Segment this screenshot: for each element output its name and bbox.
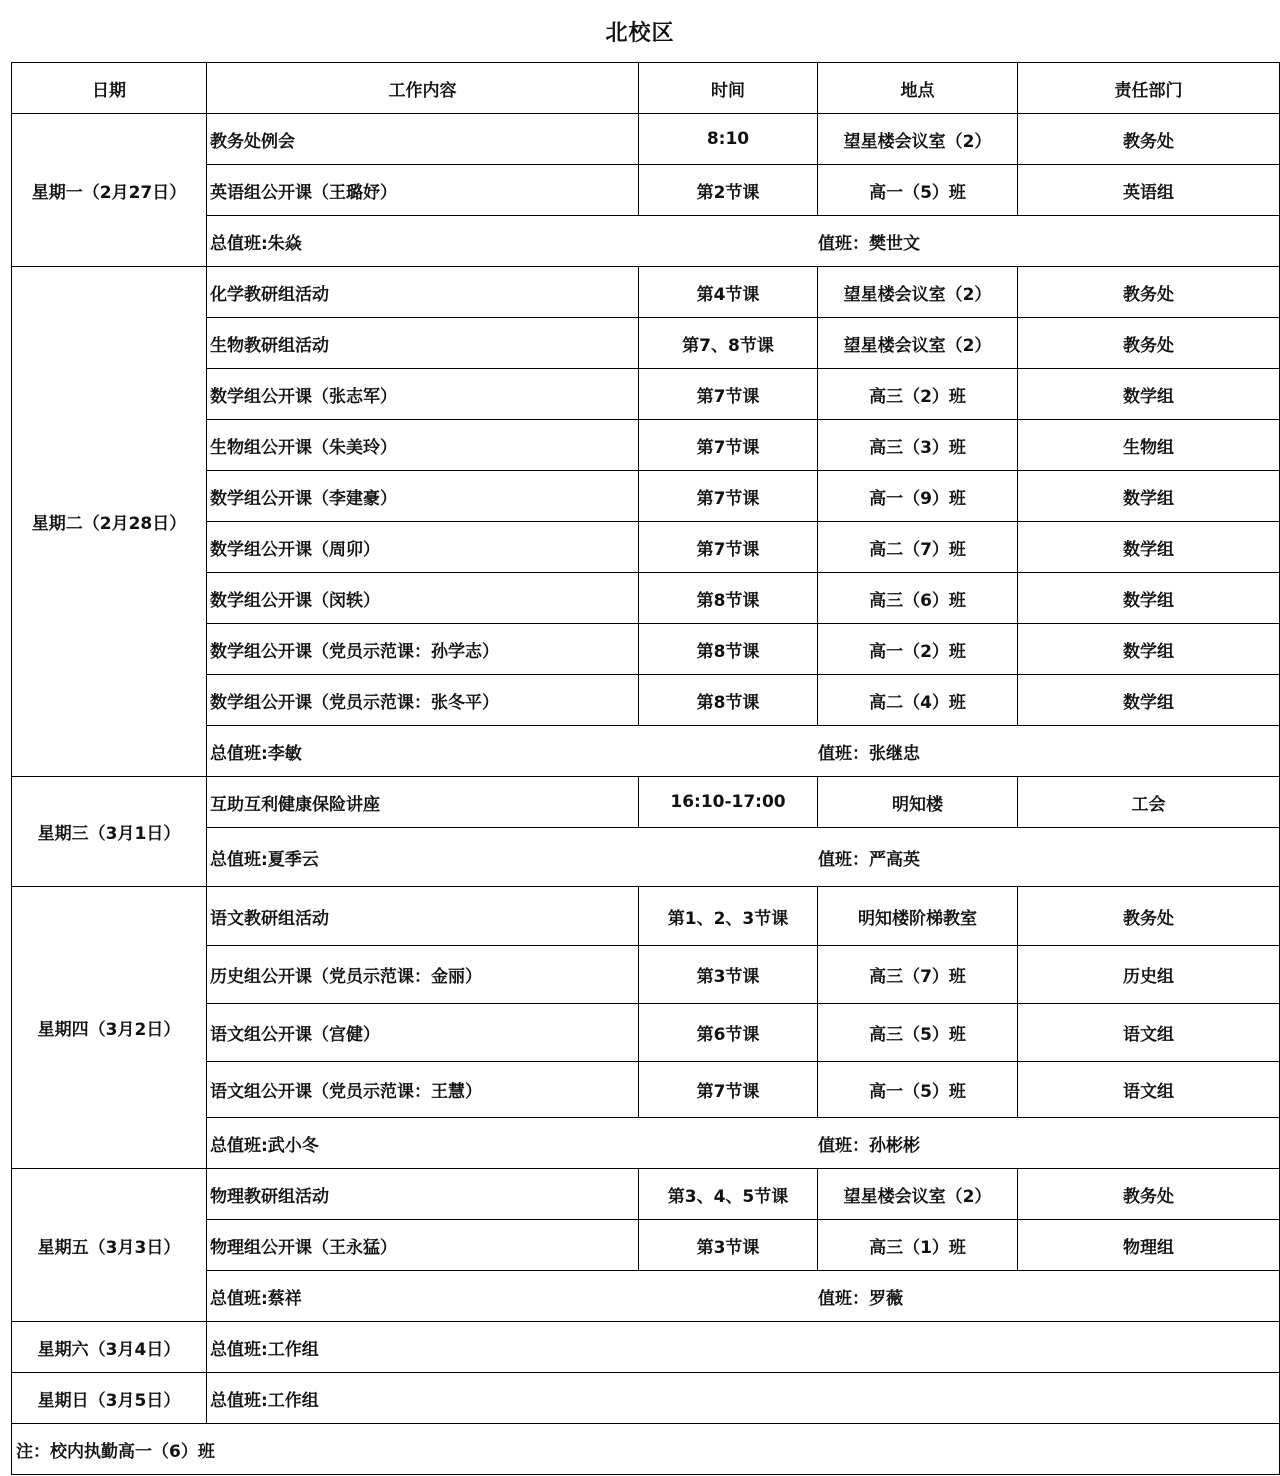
event-dept: 教务处: [1018, 318, 1280, 369]
event-place: 明知楼: [818, 777, 1018, 828]
event-content: 生物组公开课（朱美玲）: [207, 420, 639, 471]
day-cell: 星期日（3月5日）: [12, 1373, 207, 1424]
table-row: [12, 1322, 1280, 1373]
note-text: 注：校内执勤高一（6）班: [12, 1424, 1280, 1475]
event-place: 高三（6）班: [818, 573, 1018, 624]
general-duty: 总值班:蔡祥: [210, 1288, 302, 1309]
event-time: 第8节课: [639, 624, 818, 675]
event-time: 第7节课: [639, 1062, 818, 1118]
event-time: 16:10-17:00: [639, 777, 818, 828]
event-time: 8:10: [639, 114, 818, 165]
event-place: 明知楼阶梯教室: [818, 887, 1018, 946]
general-duty: 总值班:夏季云: [210, 849, 319, 870]
event-dept: 教务处: [1018, 1169, 1280, 1220]
table-row: [12, 1373, 1280, 1424]
general-duty: 总值班:李敏: [210, 743, 302, 764]
event-dept: 教务处: [1018, 114, 1280, 165]
event-time: 第2节课: [639, 165, 818, 216]
event-time: 第7节课: [639, 420, 818, 471]
header-time: 时间: [639, 63, 818, 114]
event-time: 第7节课: [639, 522, 818, 573]
event-place: 高三（1）班: [818, 1220, 1018, 1271]
duty-staff: 值班：张继忠: [818, 743, 920, 764]
event-time: 第7、8节课: [639, 318, 818, 369]
event-place: 望星楼会议室（2）: [818, 114, 1018, 165]
event-time: 第4节课: [639, 267, 818, 318]
day-cell: 星期六（3月4日）: [12, 1322, 207, 1373]
event-place: 高三（7）班: [818, 946, 1018, 1004]
schedule-table: [11, 62, 1280, 1475]
header-row: [12, 63, 1280, 114]
duty-cell: [207, 726, 1280, 777]
event-dept: 语文组: [1018, 1004, 1280, 1062]
event-place: 望星楼会议室（2）: [818, 267, 1018, 318]
event-content: 互助互利健康保险讲座: [207, 777, 639, 828]
duty-cell: [207, 216, 1280, 267]
day-cell: 星期五（3月3日）: [12, 1169, 207, 1322]
header-content: 工作内容: [207, 63, 639, 114]
event-content: 数学组公开课（闵轶）: [207, 573, 639, 624]
duty-staff: 值班：罗薇: [818, 1288, 903, 1309]
note-row: [12, 1424, 1280, 1475]
event-place: 高二（7）班: [818, 522, 1018, 573]
event-time: 第6节课: [639, 1004, 818, 1062]
general-duty: 总值班:武小冬: [210, 1135, 319, 1156]
event-time: 第3节课: [639, 1220, 818, 1271]
event-content: 教务处例会: [207, 114, 639, 165]
event-dept: 数学组: [1018, 471, 1280, 522]
header-place: 地点: [818, 63, 1018, 114]
event-time: 第7节课: [639, 471, 818, 522]
day-cell: 星期四（3月2日）: [12, 887, 207, 1169]
event-content: 数学组公开课（张志军）: [207, 369, 639, 420]
event-content: 语文组公开课（宫健）: [207, 1004, 639, 1062]
event-content: 语文组公开课（党员示范课：王慧）: [207, 1062, 639, 1118]
duty-cell: [207, 1118, 1280, 1169]
event-dept: 数学组: [1018, 369, 1280, 420]
event-content: 数学组公开课（党员示范课：孙学志）: [207, 624, 639, 675]
event-content: 化学教研组活动: [207, 267, 639, 318]
table-row: [12, 887, 1280, 946]
event-dept: 工会: [1018, 777, 1280, 828]
event-place: 高一（9）班: [818, 471, 1018, 522]
event-content: 物理组公开课（王永猛）: [207, 1220, 639, 1271]
general-duty: 总值班:工作组: [207, 1373, 1280, 1424]
table-row: [12, 267, 1280, 318]
table-row: [12, 1169, 1280, 1220]
general-duty: 总值班:朱焱: [210, 233, 302, 254]
page-title: 北校区: [605, 21, 675, 46]
table-row: [12, 777, 1280, 828]
event-place: 高一（2）班: [818, 624, 1018, 675]
event-time: 第3、4、5节课: [639, 1169, 818, 1220]
event-place: 望星楼会议室（2）: [818, 1169, 1018, 1220]
event-dept: 教务处: [1018, 267, 1280, 318]
event-time: 第8节课: [639, 675, 818, 726]
event-content: 数学组公开课（李建豪）: [207, 471, 639, 522]
event-content: 数学组公开课（党员示范课：张冬平）: [207, 675, 639, 726]
duty-staff: 值班：孙彬彬: [818, 1135, 920, 1156]
duty-staff: 值班：严高英: [818, 849, 920, 870]
event-place: 高三（3）班: [818, 420, 1018, 471]
day-cell: 星期一（2月27日）: [12, 114, 207, 267]
event-dept: 数学组: [1018, 573, 1280, 624]
event-place: 望星楼会议室（2）: [818, 318, 1018, 369]
event-dept: 语文组: [1018, 1062, 1280, 1118]
event-dept: 数学组: [1018, 522, 1280, 573]
header-date: 日期: [12, 63, 207, 114]
event-place: 高三（5）班: [818, 1004, 1018, 1062]
event-time: 第3节课: [639, 946, 818, 1004]
event-time: 第7节课: [639, 369, 818, 420]
header-dept: 责任部门: [1018, 63, 1280, 114]
event-content: 物理教研组活动: [207, 1169, 639, 1220]
duty-cell: [207, 828, 1280, 887]
event-dept: 数学组: [1018, 675, 1280, 726]
duty-cell: [207, 1271, 1280, 1322]
event-content: 数学组公开课（周卯）: [207, 522, 639, 573]
event-content: 英语组公开课（王璐妤）: [207, 165, 639, 216]
day-cell: 星期三（3月1日）: [12, 777, 207, 887]
event-place: 高二（4）班: [818, 675, 1018, 726]
event-place: 高三（2）班: [818, 369, 1018, 420]
event-place: 高一（5）班: [818, 165, 1018, 216]
event-dept: 生物组: [1018, 420, 1280, 471]
event-dept: 历史组: [1018, 946, 1280, 1004]
general-duty: 总值班:工作组: [207, 1322, 1280, 1373]
event-dept: 物理组: [1018, 1220, 1280, 1271]
day-cell: 星期二（2月28日）: [12, 267, 207, 777]
event-place: 高一（5）班: [818, 1062, 1018, 1118]
event-time: 第1、2、3节课: [639, 887, 818, 946]
table-row: [12, 114, 1280, 165]
event-content: 历史组公开课（党员示范课：金丽）: [207, 946, 639, 1004]
event-dept: 数学组: [1018, 624, 1280, 675]
event-content: 语文教研组活动: [207, 887, 639, 946]
duty-staff: 值班：樊世文: [818, 233, 920, 254]
event-time: 第8节课: [639, 573, 818, 624]
event-dept: 教务处: [1018, 887, 1280, 946]
event-content: 生物教研组活动: [207, 318, 639, 369]
event-dept: 英语组: [1018, 165, 1280, 216]
